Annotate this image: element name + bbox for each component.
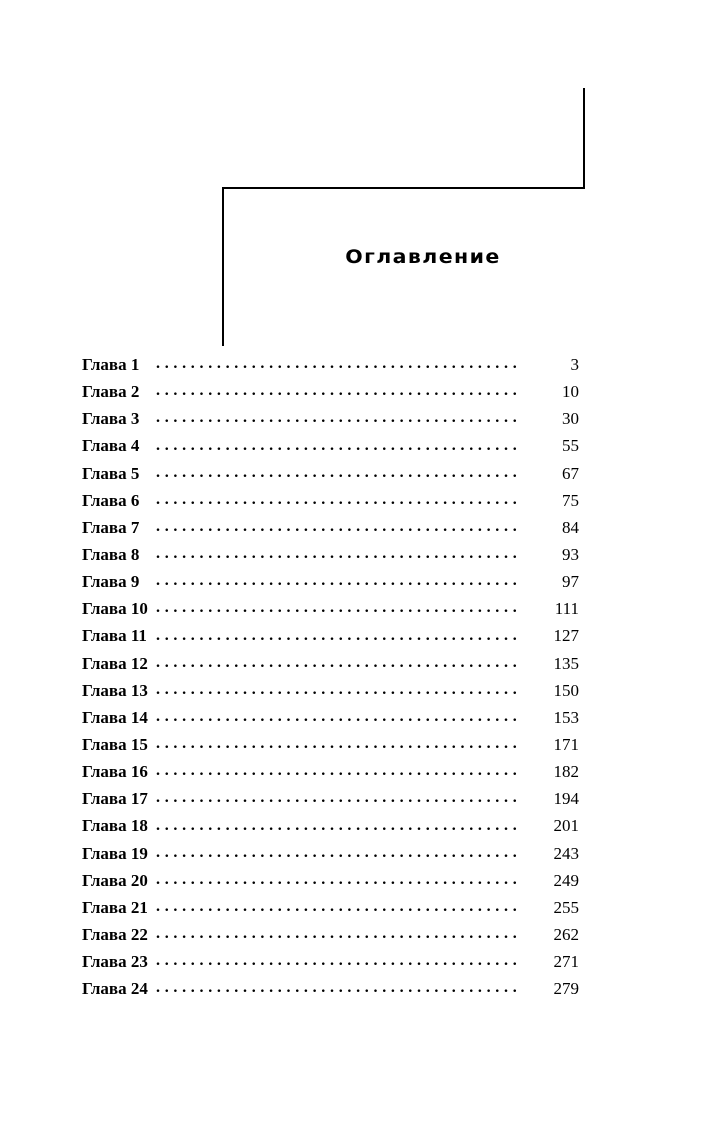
toc-dot-leader (156, 622, 519, 649)
toc-chapter-label: Глава 13 (82, 681, 148, 699)
toc-page-number: 55 (562, 436, 579, 456)
toc-chapter-label: Глава 19 (82, 844, 148, 862)
toc-row[interactable] (82, 758, 579, 785)
toc-dot-leader (156, 785, 519, 812)
frame-line-top-rule (222, 187, 585, 189)
toc-dot-leader (156, 405, 519, 432)
toc-page-number: 243 (553, 843, 579, 863)
toc-chapter-label: Глава 17 (82, 790, 148, 808)
toc-chapter-label: Глава 8 (82, 546, 140, 564)
toc-row[interactable] (82, 568, 579, 595)
toc-row[interactable] (82, 460, 579, 487)
toc-row[interactable] (82, 405, 579, 432)
toc-row[interactable] (82, 351, 579, 378)
toc-dot-leader (156, 487, 519, 514)
toc-dot-leader (156, 867, 519, 894)
toc-dot-leader (156, 840, 519, 867)
toc-page-number: 127 (553, 626, 579, 646)
toc-page-number: 271 (553, 952, 579, 972)
toc-dot-leader (156, 731, 519, 758)
toc-dot-leader (156, 677, 519, 704)
toc-chapter-label: Глава 4 (82, 437, 140, 455)
toc-page-number: 30 (562, 409, 579, 429)
toc-chapter-label: Глава 7 (82, 518, 140, 536)
toc-row[interactable] (82, 487, 579, 514)
toc-chapter-label: Глава 22 (82, 926, 148, 944)
toc-row[interactable] (82, 595, 579, 622)
toc-dot-leader (156, 460, 519, 487)
toc-dot-leader (156, 595, 519, 622)
toc-dot-leader (156, 975, 519, 1002)
toc-page-number: 255 (553, 897, 579, 917)
toc-row[interactable] (82, 378, 579, 405)
toc-chapter-label: Глава 9 (82, 573, 140, 591)
toc-page-number: 262 (553, 925, 579, 945)
toc-page-number: 93 (562, 545, 579, 565)
toc-row[interactable] (82, 541, 579, 568)
toc-dot-leader (156, 921, 519, 948)
toc-chapter-label: Глава 20 (82, 871, 148, 889)
toc-dot-leader (156, 541, 519, 568)
toc-chapter-label: Глава 16 (82, 763, 148, 781)
toc-chapter-label: Глава 14 (82, 708, 148, 726)
toc-row[interactable] (82, 650, 579, 677)
toc-dot-leader (156, 948, 519, 975)
toc-chapter-label: Глава 18 (82, 817, 148, 835)
frame-line-left-drop (222, 187, 224, 346)
toc-chapter-label: Глава 11 (82, 627, 147, 645)
toc-chapter-label: Глава 23 (82, 953, 148, 971)
toc-page-number: 67 (562, 463, 579, 483)
toc-row[interactable] (82, 677, 579, 704)
toc-page-number: 111 (554, 599, 579, 619)
toc-row[interactable] (82, 432, 579, 459)
toc-dot-leader (156, 351, 519, 378)
toc-row[interactable] (82, 514, 579, 541)
toc-row[interactable] (82, 867, 579, 894)
toc-row[interactable] (82, 731, 579, 758)
toc-row[interactable] (82, 622, 579, 649)
toc-chapter-label: Глава 3 (82, 410, 140, 428)
toc-page-number: 135 (553, 653, 579, 673)
toc-page-number: 150 (553, 680, 579, 700)
toc-chapter-label: Глава 6 (82, 491, 140, 509)
toc-page-number: 249 (553, 870, 579, 890)
toc-page-number: 84 (562, 517, 579, 537)
toc-dot-leader (156, 568, 519, 595)
toc-chapter-label: Глава 5 (82, 464, 140, 482)
toc-dot-leader (156, 704, 519, 731)
toc-page-number: 153 (553, 707, 579, 727)
toc-page-number: 75 (562, 490, 579, 510)
toc-page-number: 194 (553, 789, 579, 809)
toc-chapter-label: Глава 24 (82, 980, 148, 998)
toc-row[interactable] (82, 704, 579, 731)
toc-row[interactable] (82, 975, 579, 1002)
toc-row[interactable] (82, 894, 579, 921)
toc-row[interactable] (82, 840, 579, 867)
toc-chapter-label: Глава 21 (82, 898, 148, 916)
table-of-contents (82, 351, 579, 1002)
toc-page-number: 201 (553, 816, 579, 836)
toc-chapter-label: Глава 10 (82, 600, 148, 618)
toc-row[interactable] (82, 812, 579, 839)
toc-page-number: 10 (562, 382, 579, 402)
toc-dot-leader (156, 514, 519, 541)
toc-chapter-label: Глава 2 (82, 383, 140, 401)
toc-row[interactable] (82, 921, 579, 948)
toc-row[interactable] (82, 785, 579, 812)
toc-row[interactable] (82, 948, 579, 975)
toc-dot-leader (156, 894, 519, 921)
toc-page-number: 182 (553, 762, 579, 782)
page-title: Оглавление (345, 246, 501, 268)
toc-dot-leader (156, 650, 519, 677)
toc-dot-leader (156, 378, 519, 405)
toc-chapter-label: Глава 15 (82, 736, 148, 754)
toc-chapter-label: Глава 1 (82, 356, 140, 374)
toc-dot-leader (156, 432, 519, 459)
frame-line-right-riser (583, 88, 585, 189)
toc-dot-leader (156, 758, 519, 785)
toc-page-number: 279 (553, 979, 579, 999)
toc-page-number: 97 (562, 572, 579, 592)
toc-chapter-label: Глава 12 (82, 654, 148, 672)
toc-page-number: 171 (553, 735, 579, 755)
toc-dot-leader (156, 812, 519, 839)
toc-page-number: 3 (570, 355, 579, 375)
